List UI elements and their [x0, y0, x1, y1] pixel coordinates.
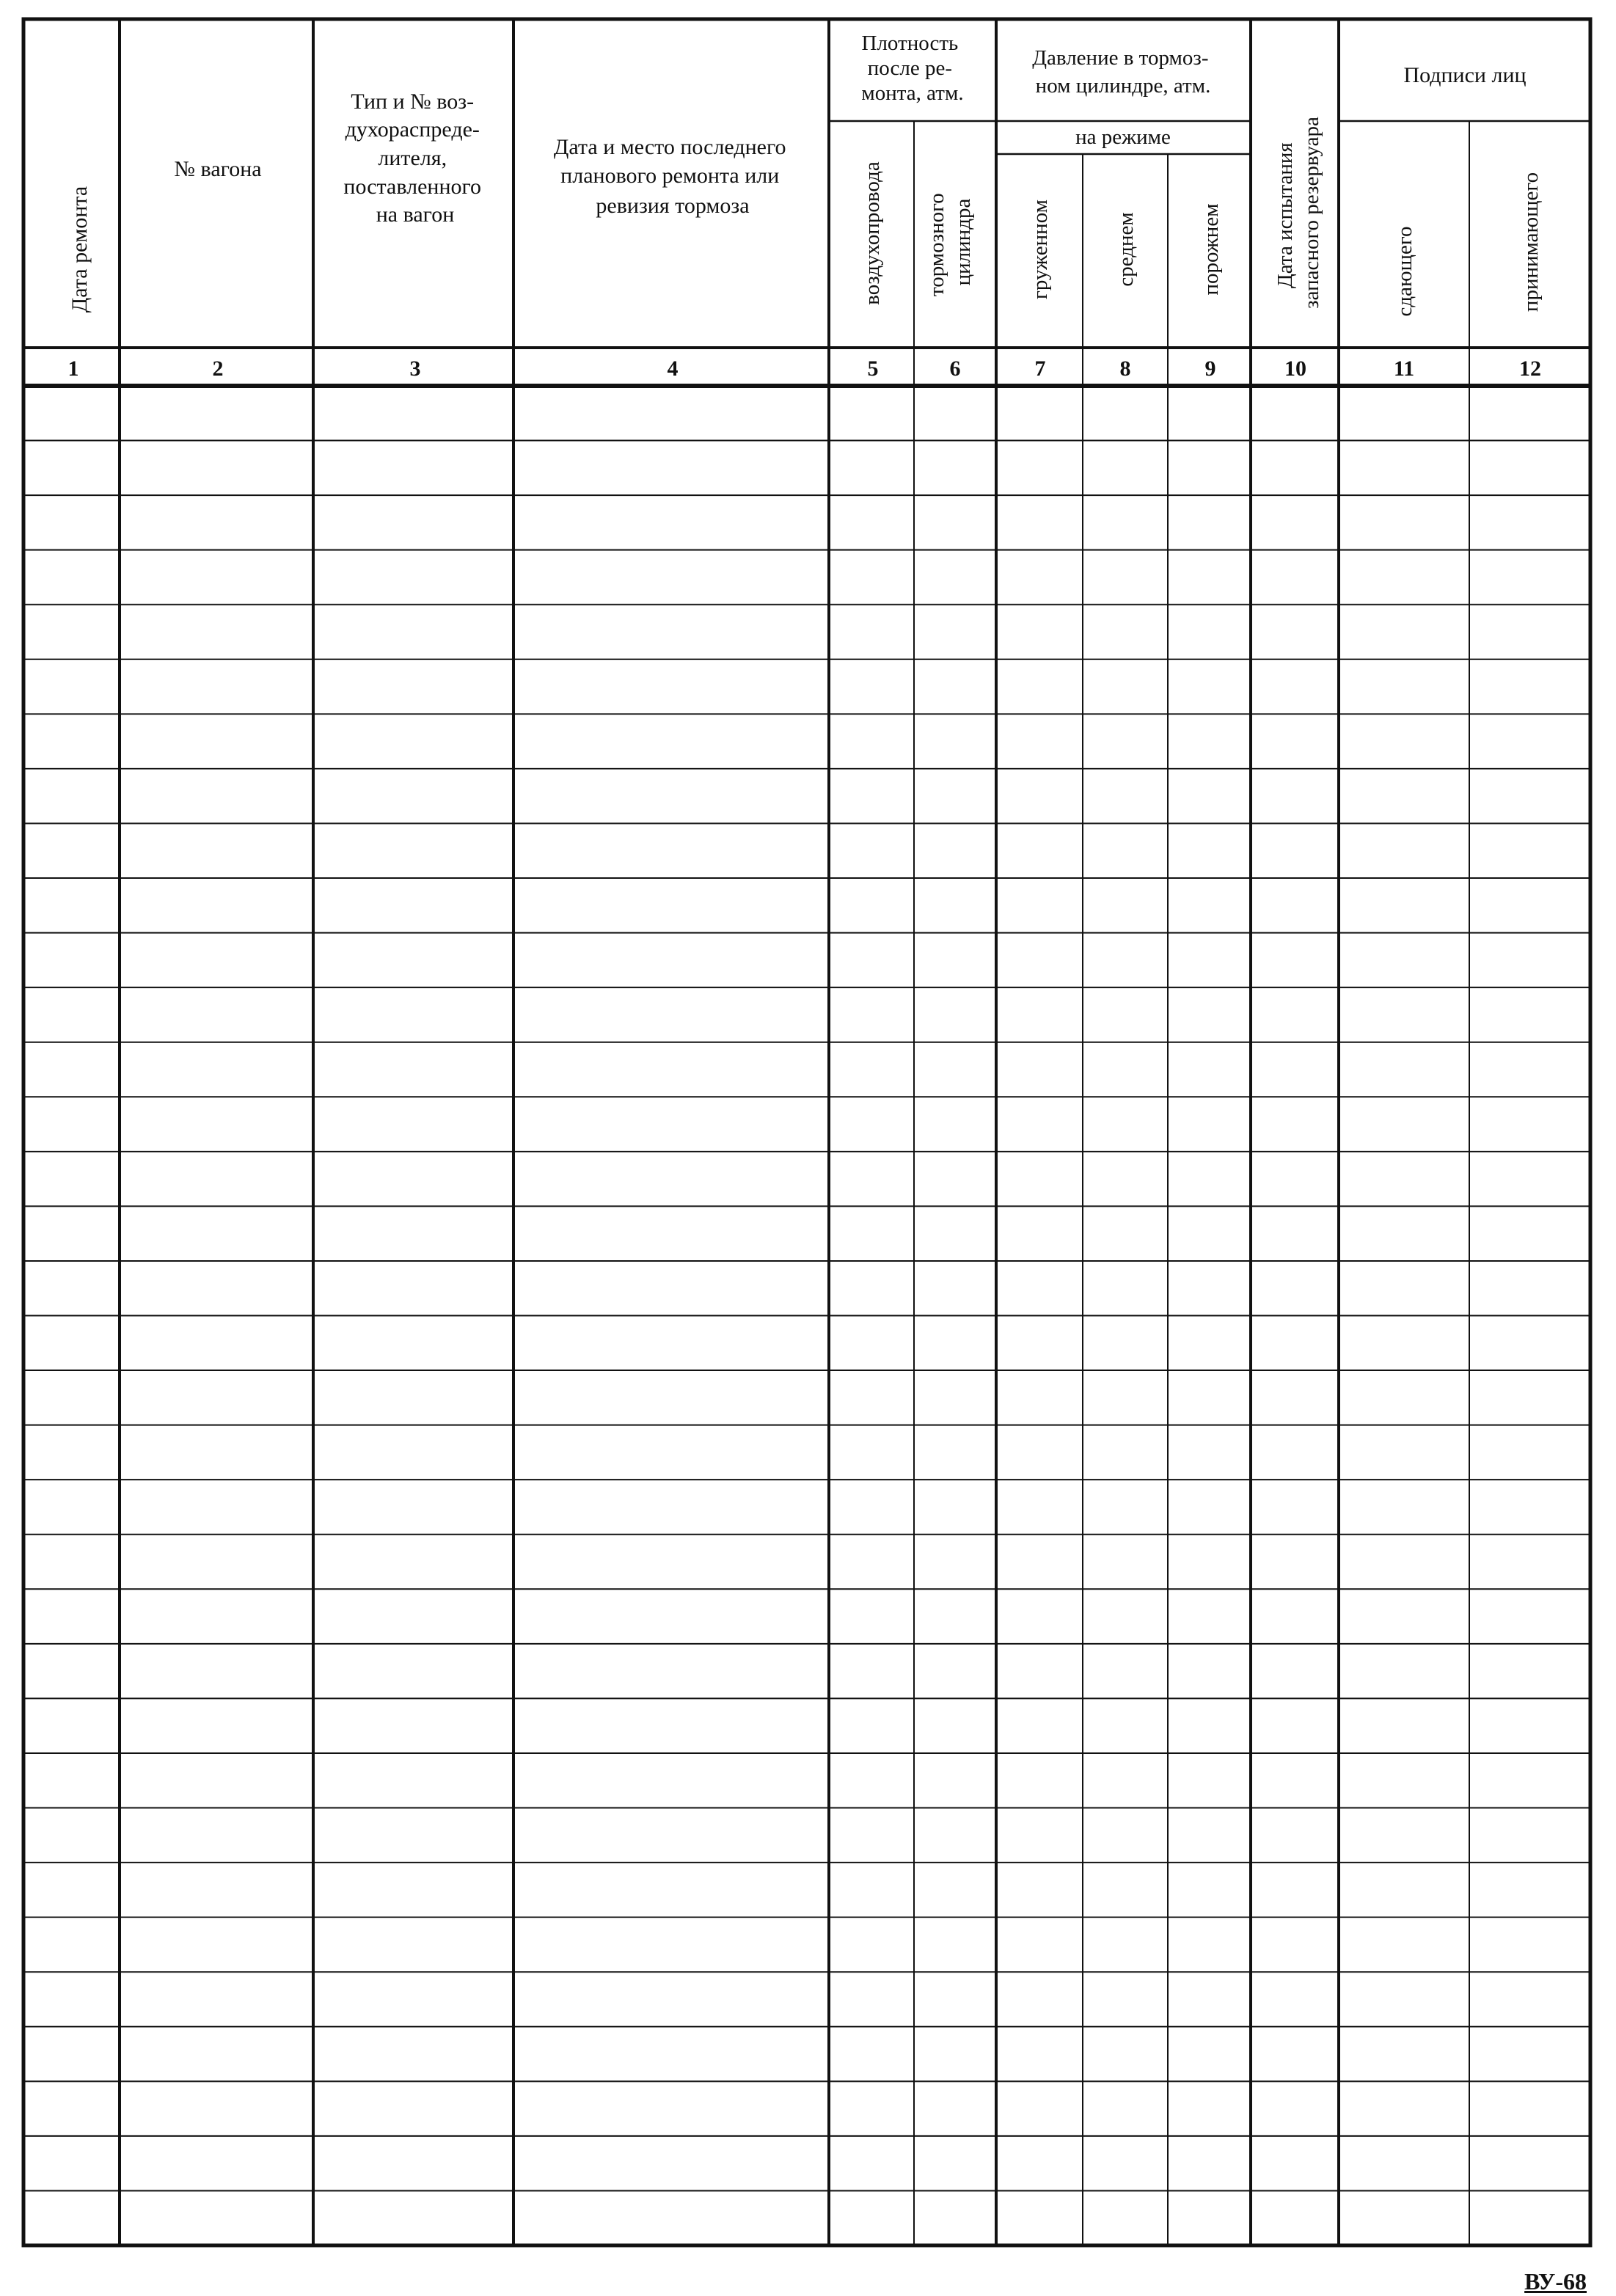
header-car-number: № вагона	[174, 157, 262, 181]
column-number: 3	[409, 357, 421, 381]
header-distributor-type: Тип и № воз- духораспреде- лителя, поставленного на вагон	[343, 89, 482, 227]
header-subdividers	[829, 121, 1590, 154]
header-date-of-repair: Дата ремонта	[67, 186, 92, 313]
header-brake-cylinder: тормозного цилиндра	[925, 193, 975, 297]
column-number: 5	[867, 357, 879, 381]
header-pressure-group: Давление в тормоз- ном цилиндре, атм.	[1032, 46, 1211, 98]
column-number: 11	[1393, 357, 1415, 381]
header-air-line: воздухопровода	[860, 161, 884, 305]
column-number: 7	[1034, 357, 1046, 381]
column-number: 2	[212, 357, 224, 381]
header-medium: среднем	[1114, 212, 1138, 287]
header-density-group: Плотность после ре- монта, атм.	[861, 32, 964, 105]
table-rows	[23, 441, 1590, 2191]
header-reservoir-test: Дата испытания запасного резервуара	[1273, 117, 1323, 309]
column-number: 10	[1284, 357, 1306, 381]
column-number: 4	[667, 357, 679, 381]
column-dividers	[120, 19, 1469, 2245]
column-number-row	[68, 357, 1542, 381]
column-number: 9	[1204, 357, 1216, 381]
form-frame	[23, 19, 1590, 2245]
header-last-repair: Дата и место последнего планового ремонта или ревизия тормоза	[553, 135, 786, 218]
form-code: ВУ-68	[1524, 2268, 1587, 2295]
header-loaded: груженном	[1028, 200, 1052, 299]
column-number: 6	[949, 357, 961, 381]
column-number: 12	[1519, 357, 1541, 381]
header-empty: порожнем	[1199, 203, 1223, 296]
column-number: 8	[1119, 357, 1131, 381]
header-mode: на режиме	[1075, 125, 1171, 149]
header-signatures: Подписи лиц	[1403, 63, 1527, 87]
header-handing-over: сдающего	[1393, 226, 1416, 317]
column-number: 1	[67, 357, 79, 381]
header-receiving: принимающего	[1519, 172, 1543, 312]
